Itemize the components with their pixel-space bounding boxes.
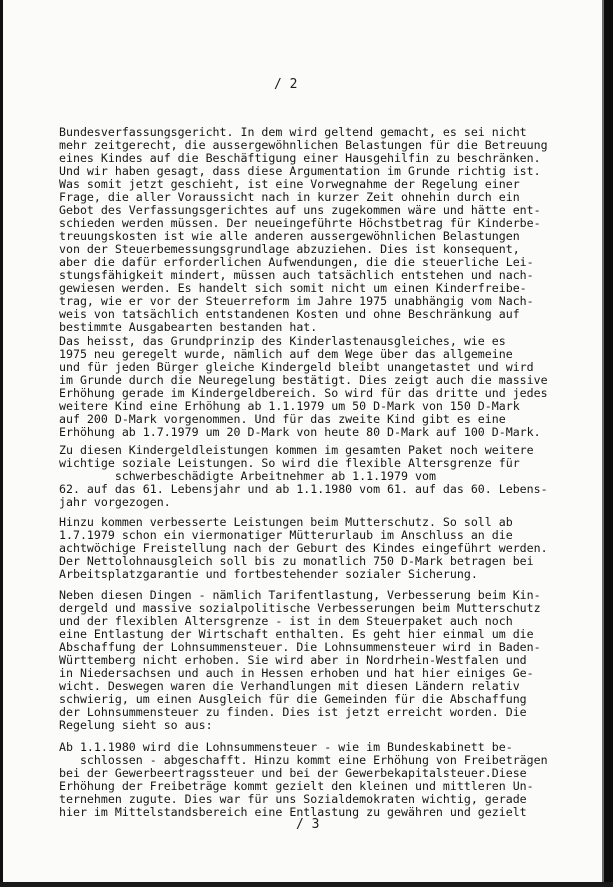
text-line: dergeld und massive sozialpolitische Verbesserungen beim Mutterschutz — [59, 602, 541, 615]
text-line: weitere Kind eine Erhöhung ab 1.1.1979 um 50 D-Mark von 150 D-Mark — [59, 400, 520, 413]
text-line: Und wir haben gesagt, dass diese Argumentation im Grunde richtig ist. — [59, 165, 541, 178]
scan-border-right — [604, 0, 613, 887]
text-line: von der Steuerbemessungsgrundlage abzuziehen. Dies ist konsequent, — [59, 243, 520, 256]
text-line: Abschaffung der Lohnsummensteuer. Die Lohnsummensteuer wird in Baden- — [59, 641, 541, 654]
text-line: schieden werden müssen. Der neueingeführte Höchstbetrag für Kinderbe- — [59, 217, 541, 230]
text-line: Arbeitsplatzgarantie und fortbestehender sozialer Sicherung. — [59, 568, 478, 581]
text-line: stungsfähigkeit mindert, müssen auch tatsächlich entstehen und nach- — [59, 269, 534, 282]
text-line: 1975 neu geregelt wurde, nämlich auf dem Wege über das allgemeine — [59, 348, 513, 361]
text-line: Frage, die aller Voraussicht nach in kurzer Zeit ohnehin durch ein — [59, 191, 520, 204]
text-line: wicht. Deswegen waren die Verhandlungen mit diesen Ländern relativ — [59, 680, 520, 693]
text-line: Neben diesen Dingen - nämlich Tarifentlastung, Verbesserung beim Kin- — [59, 589, 541, 602]
text-line: schlossen - abgeschafft. Hinzu kommt eine Erhöhung von Freibeträgen — [59, 754, 548, 767]
text-line: 1.7.1979 schon ein viermonatiger Mütterurlaub im Anschluss an die — [59, 529, 513, 542]
text-line: weis von tatsächlich entstandenen Kosten und ohne Beschränkung auf — [59, 308, 520, 321]
text-line: Erhöhung der Freibeträge kommt gezielt den kleinen und mittleren Un- — [59, 780, 534, 793]
text-line: Ab 1.1.1980 wird die Lohnsummensteuer - wie im Bundeskabinett be- — [59, 741, 513, 754]
text-line: Gebot des Verfassungsgerichtes auf uns zugekommen wäre und hätte ent- — [59, 204, 541, 217]
text-line: Bundesverfassungsgericht. In dem wird geltend gemacht, es sei nicht — [59, 126, 527, 139]
text-line: schwierig, um einen Ausgleich für die Gemeinden für die Abschaffung — [59, 693, 527, 706]
text-line: Württemberg nicht erhoben. Sie wird aber in Nordrhein-Westfalen und — [59, 654, 527, 667]
text-line: und für jeden Bürger gleiche Kindergeld bleibt unangetastet und wird — [59, 361, 534, 374]
text-line: ternehmen zugute. Dies war für uns Sozialdemokraten wichtig, gerade — [59, 793, 527, 806]
scan-border-bottom — [0, 882, 613, 887]
text-line: Erhöhung ab 1.7.1979 um 20 D-Mark von heute 80 D-Mark auf 100 D-Mark. — [59, 426, 541, 439]
text-line: Regelung sieht so aus: — [59, 719, 213, 732]
text-line: und der flexiblen Altersgrenze - ist in dem Steuerpaket auch noch — [59, 615, 513, 628]
page-number-bottom: / 3 — [296, 817, 320, 832]
text-line: schwerbeschädigte Arbeitnehmer ab 1.1.1979 vom — [59, 470, 436, 483]
text-line: 62. auf das 61. Lebensjahr und ab 1.1.1980 vom 61. auf das 60. Lebens- — [59, 483, 548, 496]
text-line: achtwöchige Freistellung nach der Geburt des Kindes eingeführt werden. — [59, 542, 548, 555]
text-line: Was somit jetzt geschieht, ist eine Vorwegnahme der Regelung einer — [59, 178, 520, 191]
text-line: Hinzu kommen verbesserte Leistungen beim Mutterschutz. So soll ab — [59, 516, 513, 529]
text-line: mehr zeitgerecht, die aussergewöhnlichen Belastungen für die Betreuung — [59, 139, 548, 152]
text-line: Erhöhung gerade im Kindergeldbereich. So wird für das dritte und jedes — [59, 387, 548, 400]
text-line: in Niedersachsen und auch in Hessen erhoben und hat hier einiges Ge- — [59, 667, 534, 680]
text-line: aber die dafür erforderlichen Aufwendungen, die die steuerliche Lei- — [59, 256, 534, 269]
text-line: bei der Gewerbeertragssteuer und bei der Gewerbekapitalsteuer.Diese — [59, 767, 527, 780]
text-line: jahr vorgezogen. — [59, 496, 171, 509]
text-line: bestimmte Ausgabearten bestanden hat. — [59, 321, 318, 334]
text-line: gewiesen werden. Es handelt sich somit nicht um einen Kinderfreibe- — [59, 282, 527, 295]
text-line: der Lohnsummensteuer zu finden. Dies ist jetzt erreicht worden. Die — [59, 706, 527, 719]
text-line: eines Kindes auf die Beschäftigung einer Hausgehilfin zu beschränken. — [59, 152, 541, 165]
text-line: trag, wie er vor der Steuerreform im Jahre 1975 unabhängig vom Nach- — [59, 295, 534, 308]
text-line: Der Nettolohnausgleich soll bis zu monatlich 750 D-Mark betragen bei — [59, 555, 534, 568]
text-line: Das heisst, das Grundprinzip des Kinderlastenausgleiches, wie es — [59, 335, 506, 348]
text-line: eine Entlastung der Wirtschaft enthalten. Es geht hier einmal um die — [59, 628, 534, 641]
text-line: im Grunde durch die Neuregelung bestätigt. Dies zeigt auch die massive — [59, 374, 548, 387]
text-line: hier im Mittelstandsbereich eine Entlastung zu gewähren und gezielt — [59, 806, 527, 819]
text-line: wichtige soziale Leistungen. So wird die flexible Altersgrenze für — [59, 457, 520, 470]
text-line: auf 200 D-Mark vorgenommen. Und für das zweite Kind gibt es eine — [59, 413, 506, 426]
text-line: Zu diesen Kindergeldleistungen kommen im gesamten Paket noch weitere — [59, 444, 534, 457]
text-line: treuungskosten ist wie alle anderen aussergewöhnlichen Belastungen — [59, 230, 520, 243]
page-number-top: / 2 — [274, 77, 298, 92]
scan-border-left — [0, 0, 3, 887]
